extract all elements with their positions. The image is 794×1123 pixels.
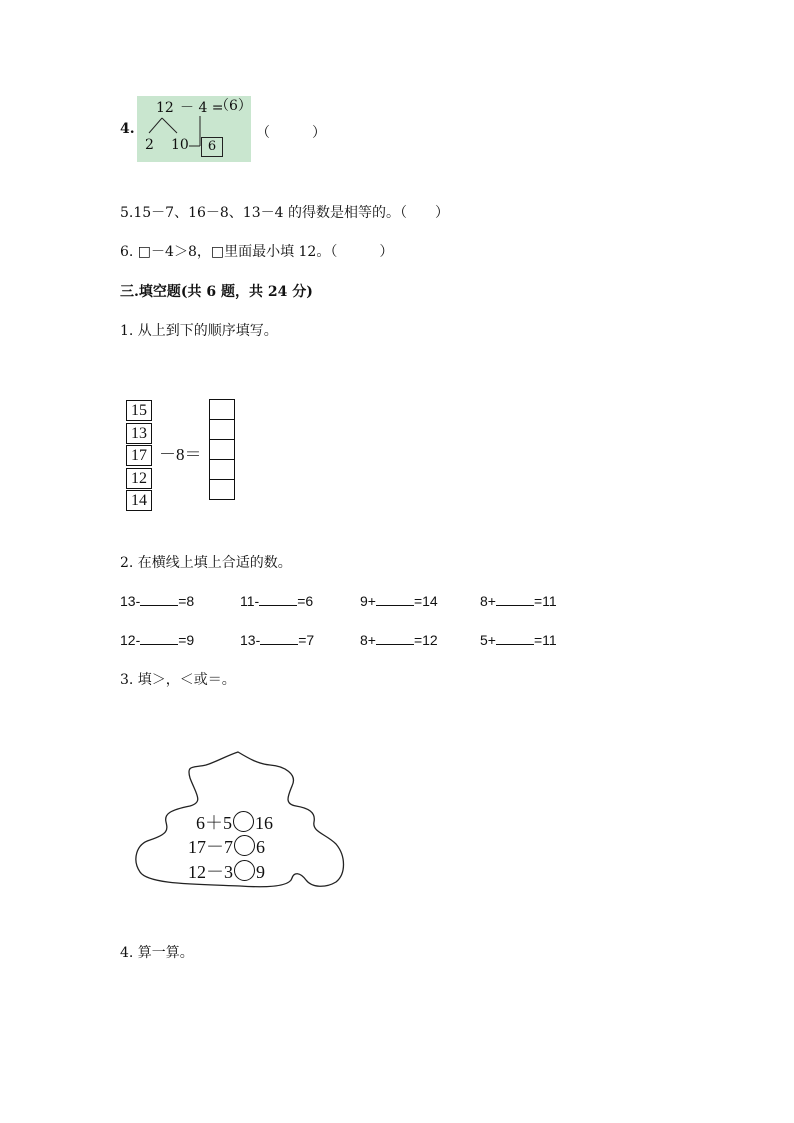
s3-q2-right: =12 xyxy=(413,632,438,648)
s3-q1-prompt: 1. 从上到下的顺序填写。 xyxy=(120,323,278,339)
s3-q2-prompt: 2. 在横线上填上合适的数。 xyxy=(120,555,292,571)
q4-box-value: 6 xyxy=(201,137,223,157)
section3-title: 三.填空题(共 6 题，共 24 分) xyxy=(120,284,313,300)
s3-q2-left: 8+ xyxy=(360,632,376,648)
s3-q3-compare-circle[interactable] xyxy=(234,835,255,856)
q4-split-left: 2 xyxy=(145,137,154,153)
q4-line1-c: （6） xyxy=(215,98,252,114)
s3-q2-item xyxy=(240,593,313,609)
s3-q2-left: 5+ xyxy=(480,632,496,648)
s3-q3-left: 6＋5 xyxy=(196,813,232,833)
s3-q3-left: 12－3 xyxy=(188,862,233,882)
s3-q2-item xyxy=(480,593,557,609)
s3-q2-right: =14 xyxy=(413,593,438,609)
s3-q1-answer-column xyxy=(209,399,235,500)
s3-q1-number: 15 xyxy=(126,400,152,421)
s3-q3-item xyxy=(196,809,273,835)
q4-line1-b: － 4 = xyxy=(180,100,224,116)
s3-q3-left: 17－7 xyxy=(188,837,233,857)
s3-q1-number: 12 xyxy=(126,468,152,489)
s3-q3-compare-circle[interactable] xyxy=(234,860,255,881)
s3-q1-answer-cell[interactable] xyxy=(209,419,235,439)
s3-q3-item xyxy=(188,858,265,884)
s3-q3-right: 16 xyxy=(255,813,273,833)
q4-split-lines xyxy=(137,96,251,162)
s3-q1-operation: －8＝ xyxy=(159,445,202,464)
s3-q2-right: =7 xyxy=(298,632,315,648)
q4-number: 4. xyxy=(120,121,135,137)
s3-q2-left: 12- xyxy=(120,632,141,648)
s3-q4-prompt: 4. 算一算。 xyxy=(120,945,194,961)
s3-q2-blank[interactable] xyxy=(140,632,178,645)
s3-q1-answer-cell[interactable] xyxy=(209,439,235,459)
s3-q1-answer-cell[interactable] xyxy=(209,459,235,479)
s3-q3-right: 6 xyxy=(256,837,265,857)
q4-line1-a: 12 xyxy=(156,100,174,116)
s3-q2-item xyxy=(120,632,194,648)
s3-q1-number-column xyxy=(126,400,152,513)
s3-q2-blank[interactable] xyxy=(260,632,298,645)
q5-text: 5.15－7、16－8、13－4 的得数是相等的。（ ） xyxy=(120,205,449,221)
s3-q2-blank[interactable] xyxy=(140,593,178,606)
s3-q2-left: 8+ xyxy=(480,593,496,609)
s3-q2-right: =9 xyxy=(178,632,195,648)
s3-q2-item xyxy=(360,593,438,609)
s3-q2-left: 13- xyxy=(240,632,261,648)
s3-q2-right: =11 xyxy=(533,593,557,609)
q4-figure xyxy=(137,96,251,162)
s3-q2-item xyxy=(120,593,194,609)
s3-q2-right: =11 xyxy=(533,632,557,648)
s3-q1-number: 17 xyxy=(126,445,152,466)
s3-q1-number: 13 xyxy=(126,423,152,444)
s3-q2-blank[interactable] xyxy=(496,632,534,645)
s3-q2-right: =6 xyxy=(297,593,314,609)
s3-q2-blank[interactable] xyxy=(496,593,534,606)
q4-answer-paren: （ ） xyxy=(256,125,326,141)
s3-q2-blank[interactable] xyxy=(259,593,297,606)
s3-q2-blank[interactable] xyxy=(376,632,414,645)
s3-q2-left: 13- xyxy=(120,593,141,609)
s3-q2-item xyxy=(480,632,557,648)
q4-split-right: 10 xyxy=(171,137,189,153)
s3-q2-item xyxy=(240,632,314,648)
s3-q3-right: 9 xyxy=(256,862,265,882)
s3-q3-item xyxy=(188,833,265,859)
s3-q2-blank[interactable] xyxy=(376,593,414,606)
s3-q1-answer-cell[interactable] xyxy=(209,399,235,419)
s3-q2-left: 11- xyxy=(240,593,260,609)
s3-q3-compare-circle[interactable] xyxy=(233,811,254,832)
s3-q2-right: =8 xyxy=(178,593,195,609)
s3-q2-left: 9+ xyxy=(360,593,376,609)
s3-q2-item xyxy=(360,632,438,648)
s3-q3-prompt: 3. 填＞，＜或＝。 xyxy=(120,672,236,688)
s3-q1-number: 14 xyxy=(126,490,152,511)
q6-text: 6. □－4＞8，□里面最小填 12。（ ） xyxy=(120,244,394,260)
s3-q1-answer-cell[interactable] xyxy=(209,479,235,500)
